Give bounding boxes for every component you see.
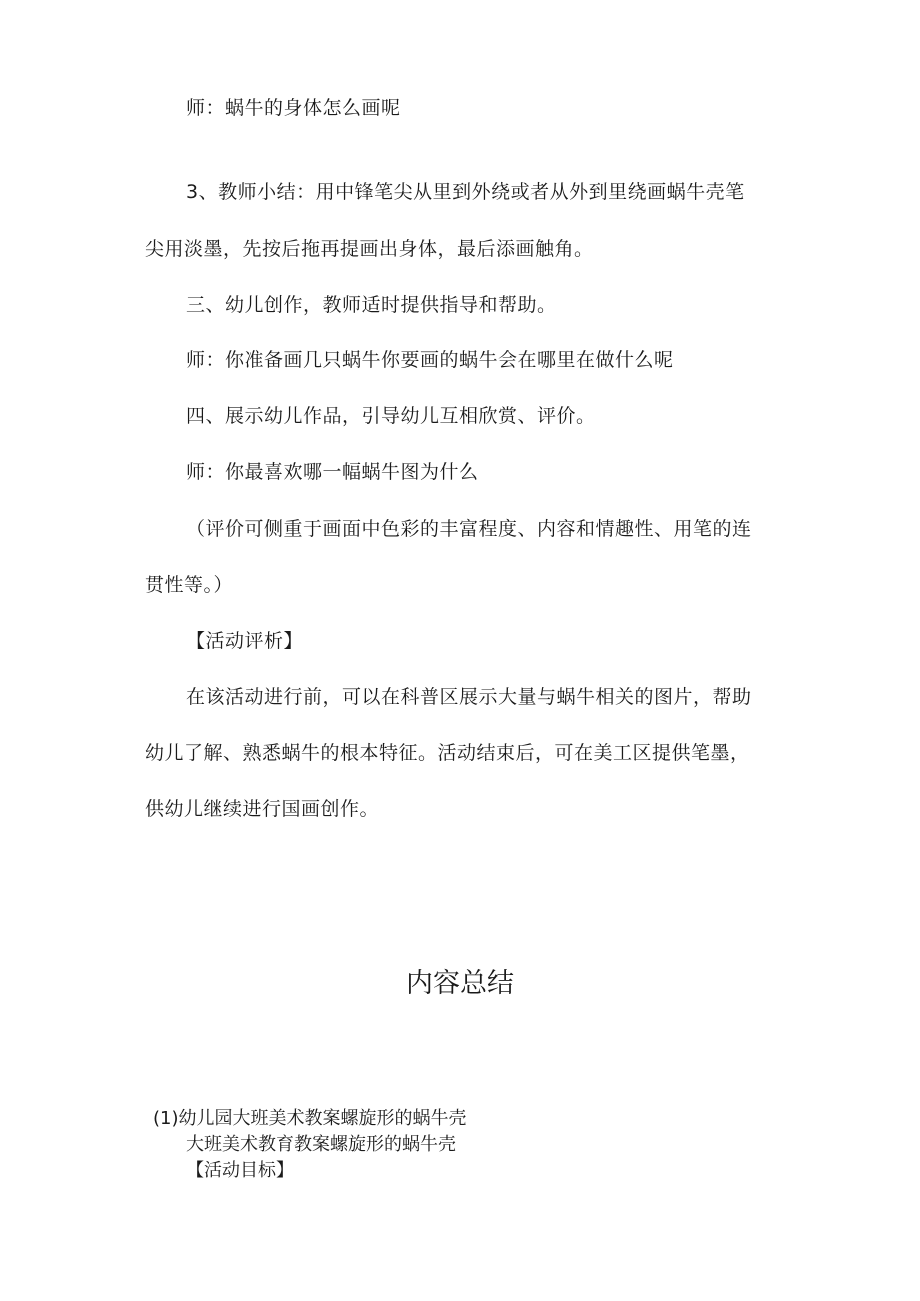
paragraph-section-four: 四、展示幼儿作品，引导幼儿互相欣赏、评价。 [186, 405, 596, 427]
summary-title: 内容总结 [406, 968, 514, 998]
paragraph-teacher-question-body: 师：蜗牛的身体怎么画呢 [186, 97, 401, 119]
summary-item-2: 大班美术教育教案螺旋形的蜗牛壳 [186, 1134, 456, 1155]
paragraph-section-three: 三、幼儿创作，教师适时提供指导和帮助。 [186, 294, 557, 316]
heading-activity-analysis: 【活动评析】 [186, 630, 304, 652]
summary-item-1: (1)幼儿园大班美术教案螺旋形的蜗牛壳 [153, 1108, 467, 1129]
paragraph-analysis-line3: 供幼儿继续进行国画创作。 [145, 798, 380, 820]
paragraph-teacher-summary-line1: 3、教师小结：用中锋笔尖从里到外绕或者从外到里绕画蜗牛壳笔 [186, 181, 745, 203]
paragraph-evaluation-note-line1: （评价可侧重于画面中色彩的丰富程度、内容和情趣性、用笔的连 [186, 518, 752, 540]
paragraph-evaluation-note-line2: 贯性等。） [145, 574, 234, 596]
paragraph-teacher-question-favorite: 师：你最喜欢哪一幅蜗牛图为什么 [186, 461, 479, 483]
paragraph-analysis-line2: 幼儿了解、熟悉蜗牛的根本特征。活动结束后，可在美工区提供笔墨， [145, 742, 750, 764]
paragraph-analysis-line1: 在该活动进行前，可以在科普区展示大量与蜗牛相关的图片，帮助 [186, 686, 752, 708]
paragraph-teacher-summary-line2: 尖用淡墨，先按后拖再提画出身体，最后添画触角。 [145, 238, 594, 260]
paragraph-teacher-question-snails: 师：你准备画几只蜗牛你要画的蜗牛会在哪里在做什么呢 [186, 349, 674, 371]
summary-item-3: 【活动目标】 [186, 1160, 294, 1181]
